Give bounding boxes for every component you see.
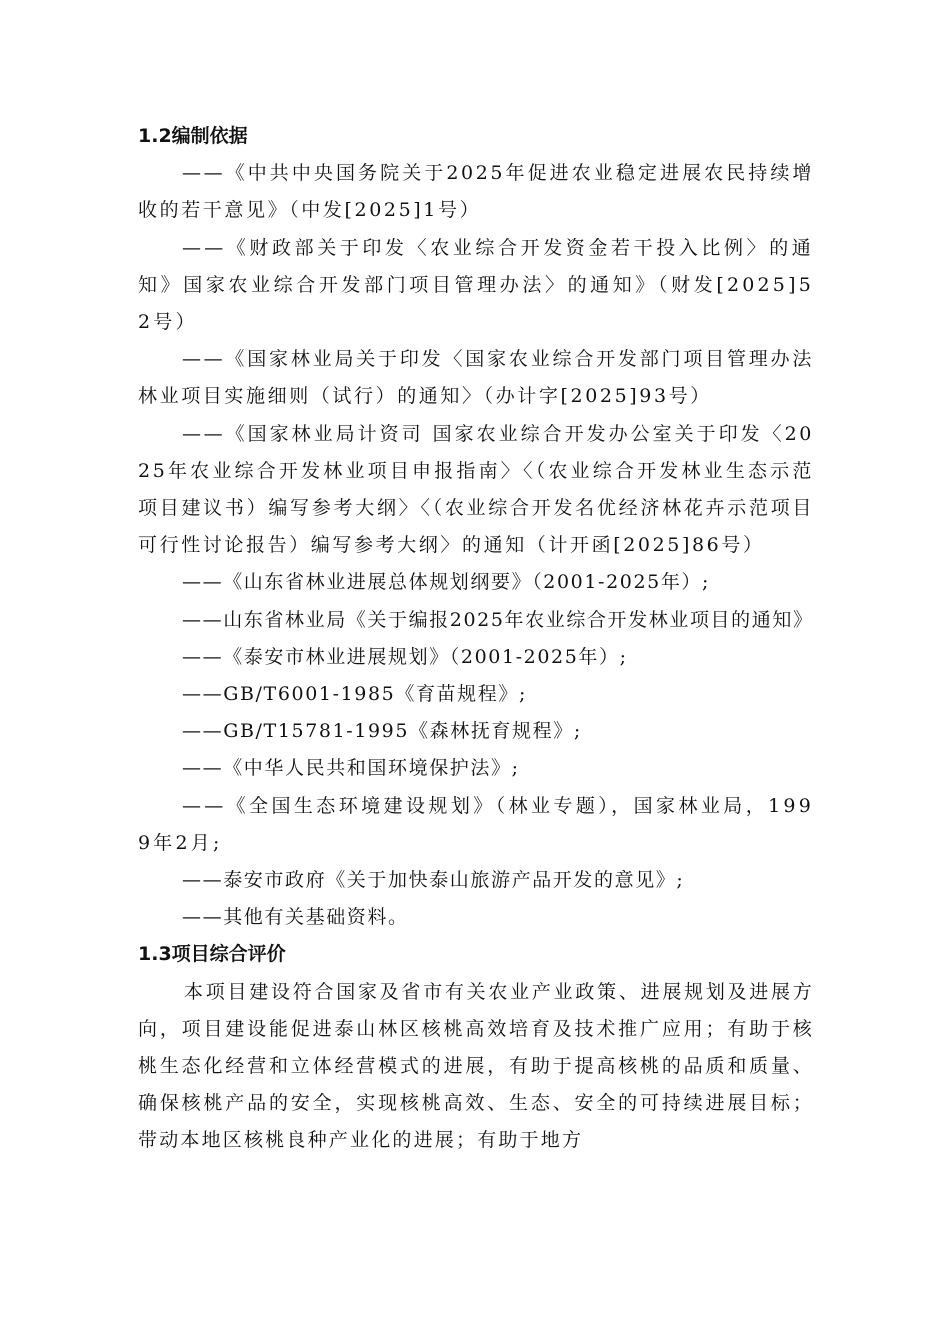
basis-item: ——GB/T15781-1995《森林抚育规程》; [182,720,582,743]
basis-item: ——《国家林业局关于印发〈国家农业综合开发部门项目管理办法林业项目实施细则（试行）的通知〉（办计字[2025]93号） [138,348,814,408]
basis-item: ——GB/T6001-1985《育苗规程》; [182,683,527,706]
evaluation-paragraph: 本项目建设符合国家及省市有关农业产业政策、进展规划及进展方向，项目建设能促进泰山林区核桃高效培育及技术推广应用；有助于核桃生态化经营和立体经营模式的进展，有助于提高核桃的品质和质量、确保核桃产品的安全，实现核桃高效、生态、安全的可持续进展目标；带动本地区核桃良种产业化的进展；有助于地方 [138,980,814,1152]
section-heading-1-2: 1.2编制依据 [138,125,248,147]
basis-item: ——《财政部关于印发〈农业综合开发资金若干投入比例〉的通知》国家农业综合开发部门项目管理办法〉的通知》（财发[2025]52号） [138,236,814,333]
document-content [138,118,814,1160]
basis-item: ——其他有关基础资料。 [182,906,409,929]
basis-item: ——《山东省林业进展总体规划纲要》（2001-2025年）; [182,571,711,594]
basis-item: ——《泰安市林业进展规划》（2001-2025年）; [182,645,628,668]
basis-item: ——山东省林业局《关于编报2025年农业综合开发林业项目的通知》 [182,608,814,631]
basis-item: ——《中华人民共和国环境保护法》; [182,757,520,780]
section-heading-1-3: 1.3项目综合评价 [138,943,286,966]
basis-item: ——《国家林业局计资司 国家农业综合开发办公室关于印发〈2025年农业综合开发林业项目申报指南〉〈（农业综合开发林业生态示范项目建议书）编写参考大纲〉〈（农业综合开发名优经济林花卉示范项目可行性讨论报告）编写参考大纲〉的通知（计开函[2025]86号） [138,422,814,557]
basis-item: ——《中共中央国务院关于2025年促进农业稳定进展农民持续增收的若干意见》（中发[2025]1号） [138,162,814,222]
basis-item: ——泰安市政府《关于加快泰山旅游产品开发的意见》; [182,869,685,892]
basis-item: ——《全国生态环境建设规划》（林业专题），国家林业局，1999年2月; [138,794,814,854]
